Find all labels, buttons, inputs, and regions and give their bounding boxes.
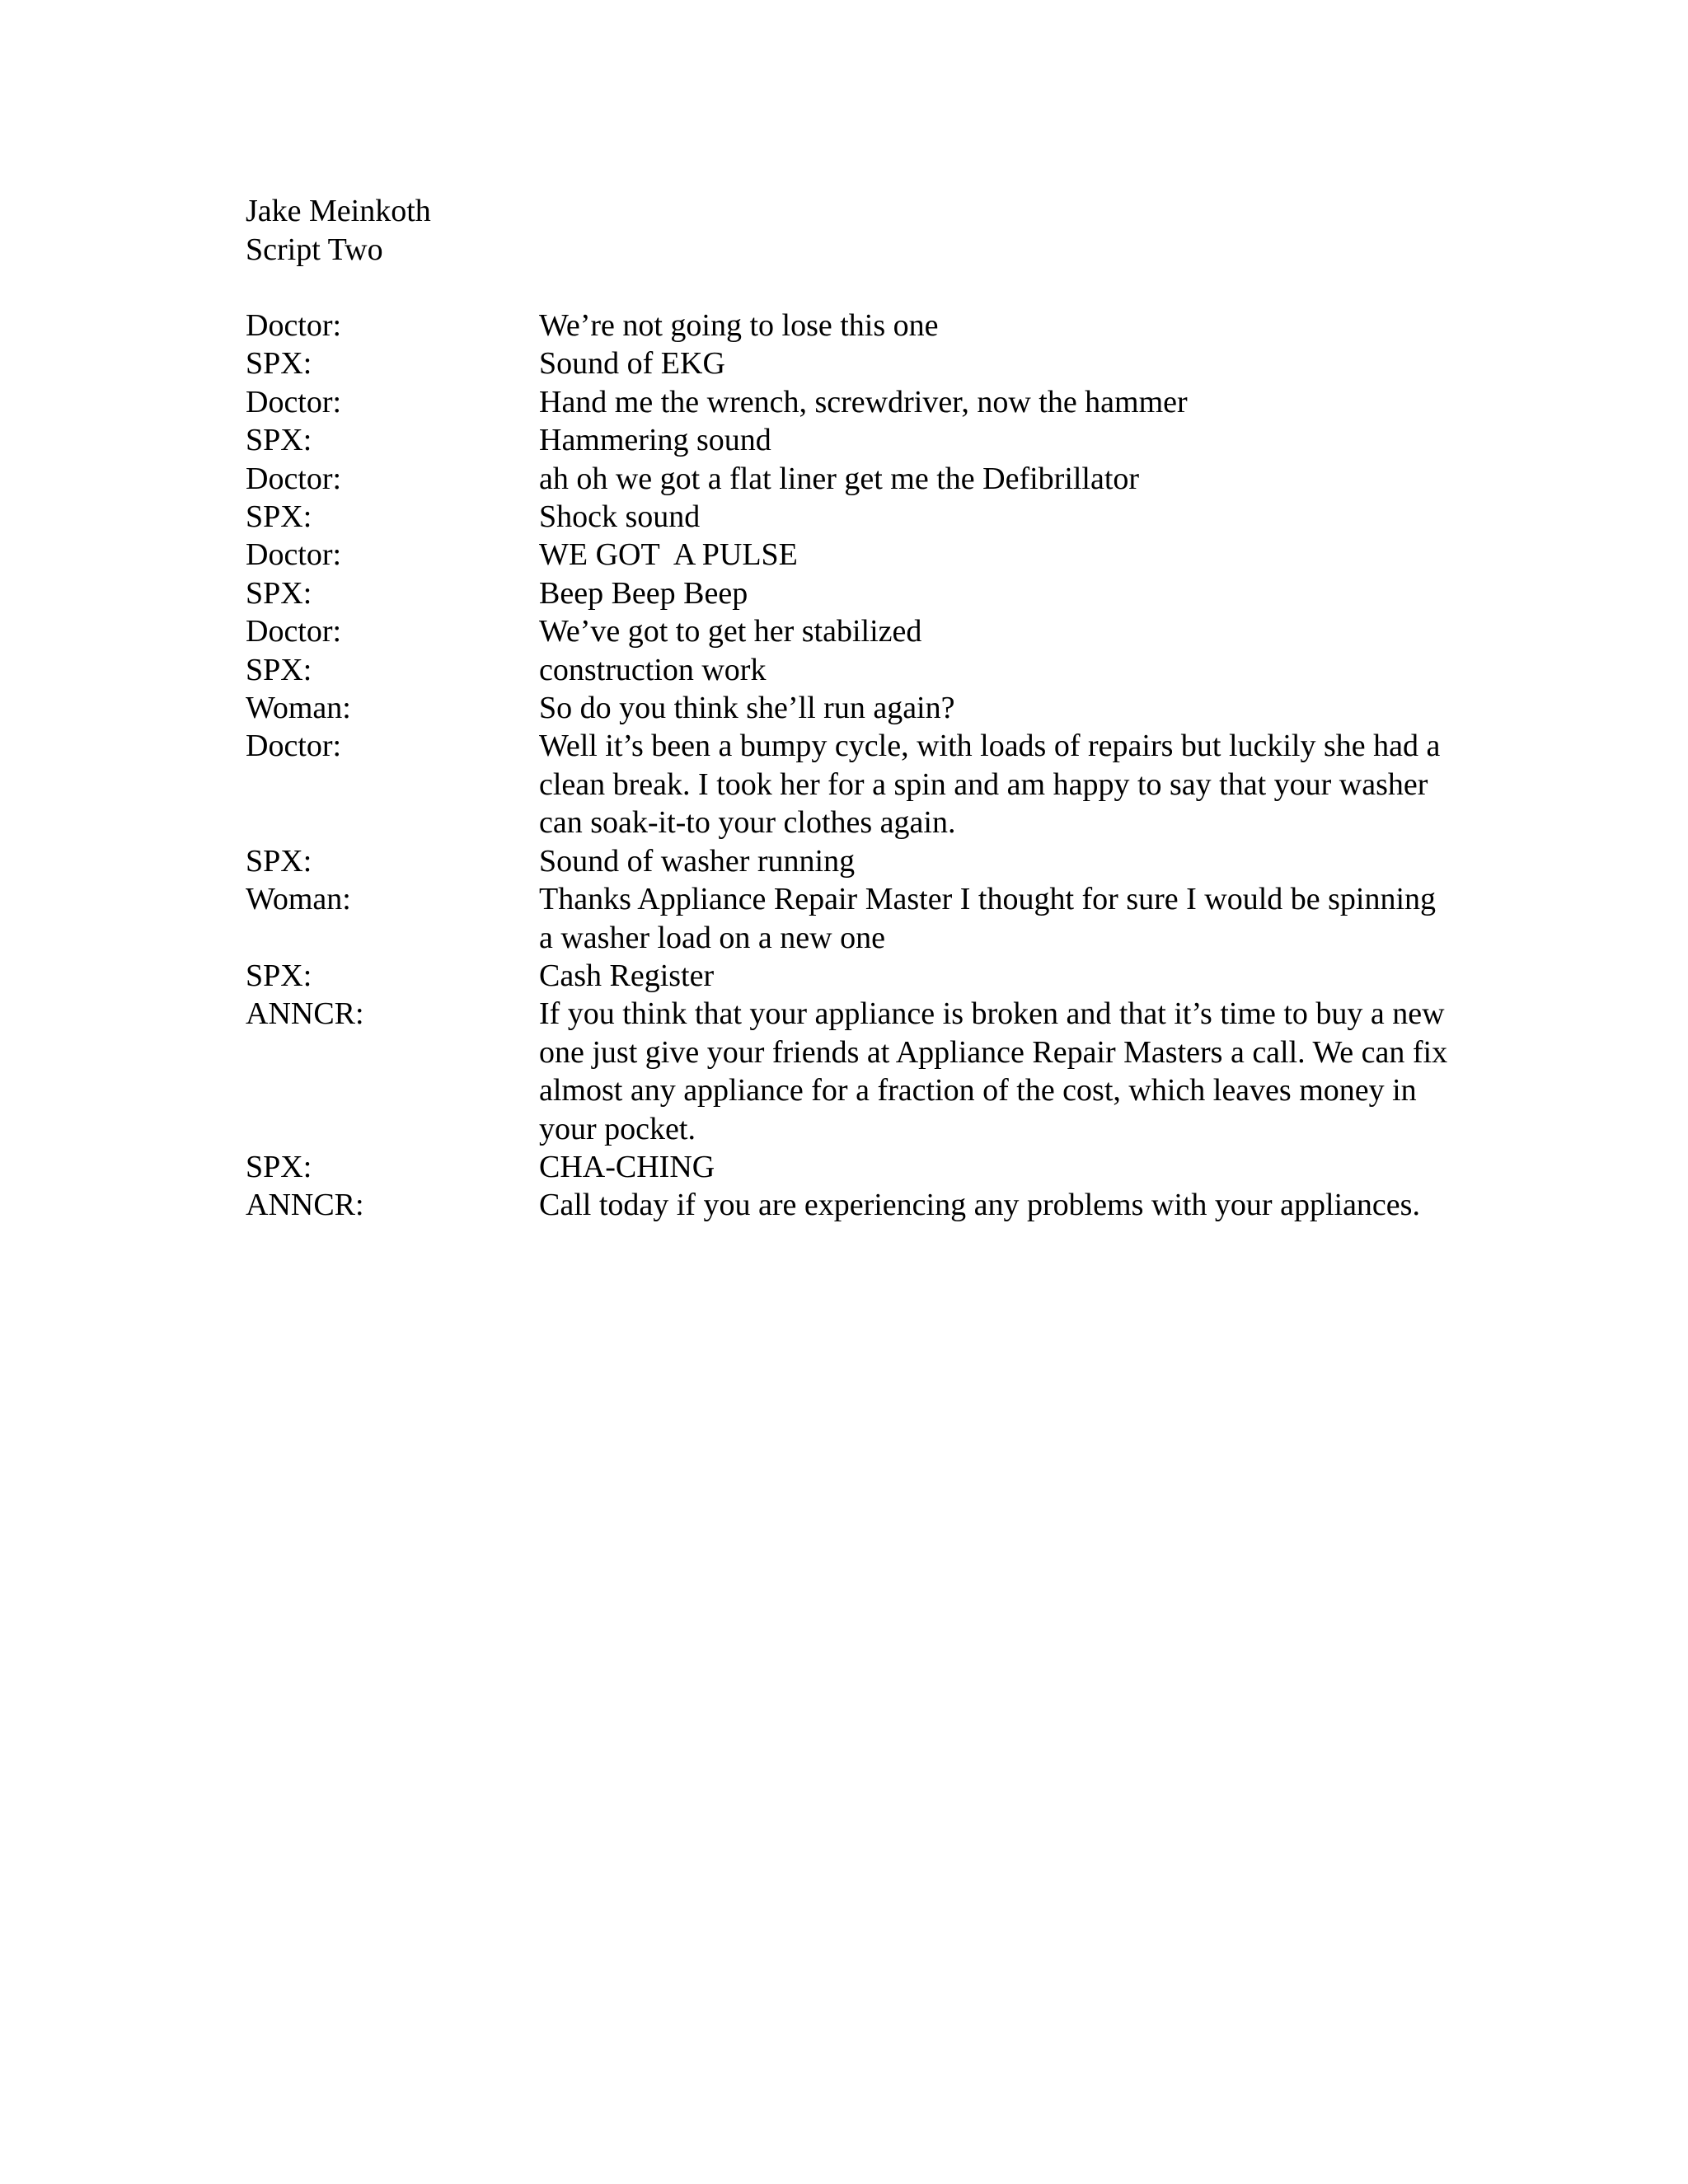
- line-text: CHA-CHING: [539, 1149, 715, 1184]
- script-line: [246, 689, 1449, 727]
- speaker-label: SPX:: [246, 652, 312, 687]
- author-name: Jake Meinkoth: [246, 194, 431, 228]
- speaker-label: Doctor:: [246, 461, 342, 496]
- line-text: So do you think she’ll run again?: [539, 691, 955, 726]
- script-line: [246, 536, 1449, 574]
- line-text: Sound of washer running: [539, 843, 856, 879]
- line-text: We’re not going to lose this one: [539, 308, 939, 343]
- speaker-label: SPX:: [246, 499, 312, 535]
- line-text: construction work: [539, 652, 767, 687]
- speaker-label: SPX:: [246, 958, 312, 993]
- speaker-label: SPX:: [246, 423, 312, 458]
- speaker-label: Doctor:: [246, 384, 342, 419]
- line-text: Beep Beep Beep: [539, 575, 748, 611]
- line-text: ah oh we got a flat liner get me the Defibrillator: [539, 461, 1140, 496]
- speaker-label: Woman:: [246, 691, 351, 726]
- script-line: [246, 498, 1449, 536]
- speaker-label: SPX:: [246, 575, 312, 611]
- script-line: [246, 842, 1449, 880]
- speaker-label: ANNCR:: [246, 1188, 364, 1223]
- line-text: WE GOT A PULSE: [539, 537, 798, 573]
- line-text: Cash Register: [539, 958, 715, 993]
- line-text: Hammering sound: [539, 423, 771, 458]
- script-line: [246, 880, 1449, 957]
- line-text: We’ve got to get her stabilized: [539, 614, 922, 649]
- speaker-label: SPX:: [246, 1149, 312, 1184]
- script-line: [246, 307, 1449, 344]
- speaker-label: Doctor:: [246, 614, 342, 649]
- line-text: Shock sound: [539, 499, 701, 535]
- script-line: [246, 651, 1449, 689]
- script-line: [246, 1186, 1449, 1224]
- speaker-label: Doctor:: [246, 308, 342, 343]
- speaker-label: Doctor:: [246, 729, 342, 764]
- script-title: Script Two: [246, 232, 383, 267]
- speaker-label: SPX:: [246, 346, 312, 382]
- script-body: [246, 307, 1449, 1225]
- speaker-label: Woman:: [246, 882, 351, 917]
- script-line: [246, 574, 1449, 612]
- line-text: If you think that your appliance is broken and that it’s time to buy a new one just give your friends at Appliance Repair Masters a call. We can fix almost any appliance for a fraction of the cost, which leaves money in your pocket.: [539, 996, 1448, 1146]
- line-text: Well it’s been a bumpy cycle, with loads of repairs but luckily she had a clean break. I took her for a spin and am happy to say that your washer can soak-it-to your clothes again.: [539, 729, 1441, 841]
- speaker-label: ANNCR:: [246, 996, 364, 1032]
- speaker-label: SPX:: [246, 843, 312, 879]
- script-line: [246, 1148, 1449, 1186]
- script-line: [246, 612, 1449, 650]
- document-header: [246, 192, 431, 269]
- script-line: [246, 383, 1449, 421]
- script-line: [246, 727, 1449, 841]
- line-text: Hand me the wrench, screwdriver, now the hammer: [539, 384, 1188, 419]
- script-line: [246, 344, 1449, 382]
- script-line: [246, 421, 1449, 459]
- script-line: [246, 995, 1449, 1148]
- speaker-label: Doctor:: [246, 537, 342, 573]
- line-text: Sound of EKG: [539, 346, 725, 382]
- script-line: [246, 957, 1449, 995]
- line-text: Thanks Appliance Repair Master I thought for sure I would be spinning a washer load on a new one: [539, 882, 1437, 955]
- line-text: Call today if you are experiencing any problems with your appliances.: [539, 1188, 1420, 1223]
- script-line: [246, 460, 1449, 498]
